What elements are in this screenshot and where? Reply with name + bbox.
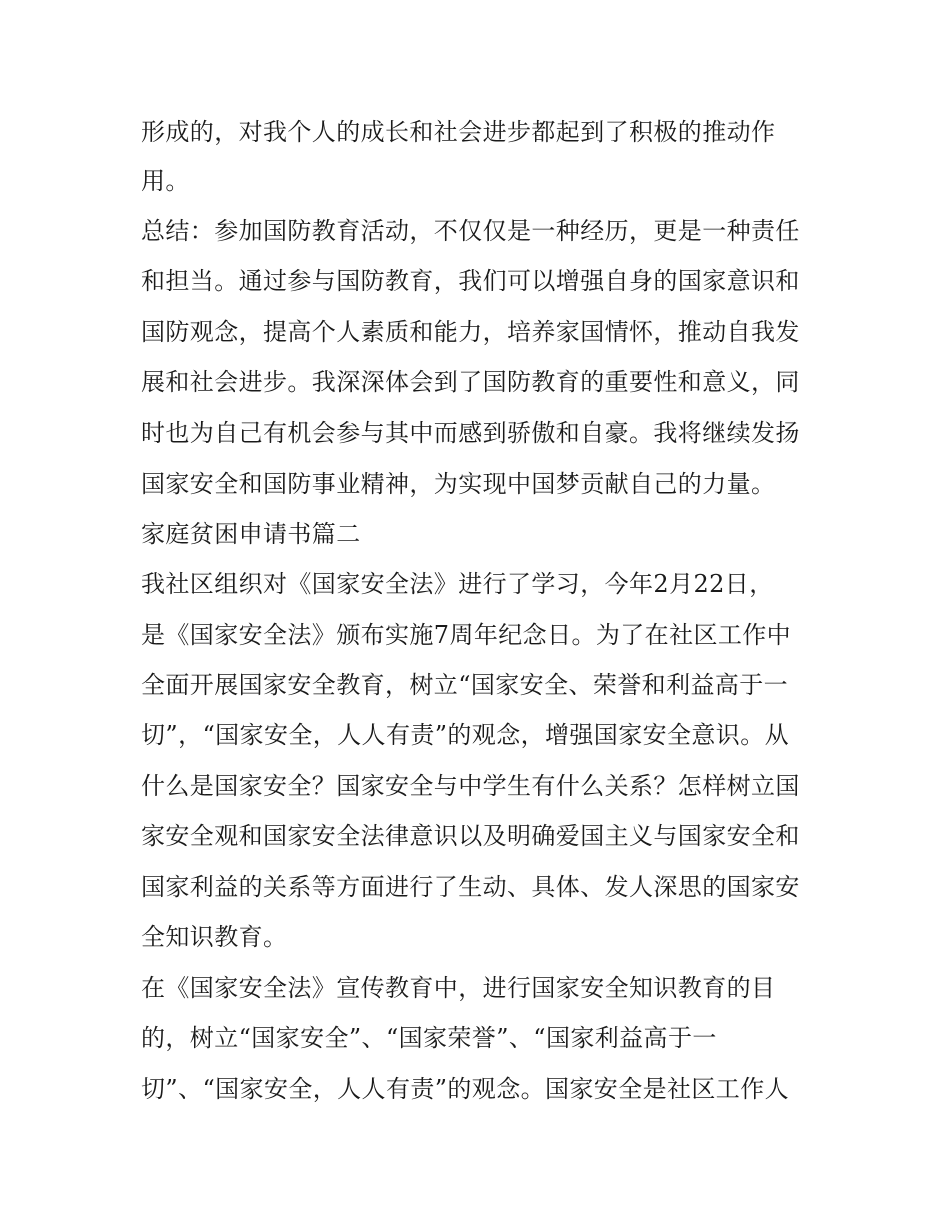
text-line-20: 切”、“国家安全，人人有责”的观念。国家安全是社区工作人 (141, 1075, 790, 1103)
text-line-4: 和担当。通过参与国防教育，我们可以增强自身的国家意识和 (141, 267, 800, 295)
text-line-11: 是《国家安全法》颁布实施7周年纪念日。为了在社区工作中 (141, 621, 792, 649)
text-line-14: 什么是国家安全？国家安全与中学生有什么关系？怎样树立国 (141, 772, 800, 800)
text-line-1: 形成的，对我个人的成长和社会进步都起到了积极的推动作 (141, 118, 776, 146)
text-line-15: 家安全观和国家安全法律意识以及明确爱国主义与国家安全和 (141, 822, 800, 850)
text-line-18: 在《国家安全法》宣传教育中，进行国家安全知识教育的目 (141, 974, 776, 1002)
text-line-7: 时也为自己有机会参与其中而感到骄傲和自豪。我将继续发扬 (141, 419, 800, 447)
text-line-16: 国家利益的关系等方面进行了生动、具体、发人深思的国家安 (141, 873, 800, 901)
text-line-13: 切”，“国家安全，人人有责”的观念，增强国家安全意识。从 (141, 721, 790, 749)
text-line-2: 用。 (141, 167, 190, 195)
text-line-8: 国家安全和国防事业精神，为实现中国梦贡献自己的力量。 (141, 470, 776, 498)
text-line-10: 我社区组织对《国家安全法》进行了学习，今年2月22日， (141, 570, 774, 598)
text-line-5: 国防观念，提高个人素质和能力，培养家国情怀，推动自我发 (141, 318, 800, 346)
text-line-17: 全知识教育。 (141, 923, 288, 951)
text-line-12: 全面开展国家安全教育，树立“国家安全、荣誉和利益高于一 (141, 671, 789, 699)
text-line-6: 展和社会进步。我深深体会到了国防教育的重要性和意义，同 (141, 368, 800, 396)
section-heading: 家庭贫困申请书篇二 (141, 520, 361, 548)
text-line-3: 总结：参加国防教育活动，不仅仅是一种经历，更是一种责任 (141, 217, 800, 245)
text-line-19: 的，树立“国家安全”、“国家荣誉”、“国家利益高于一 (141, 1024, 717, 1052)
